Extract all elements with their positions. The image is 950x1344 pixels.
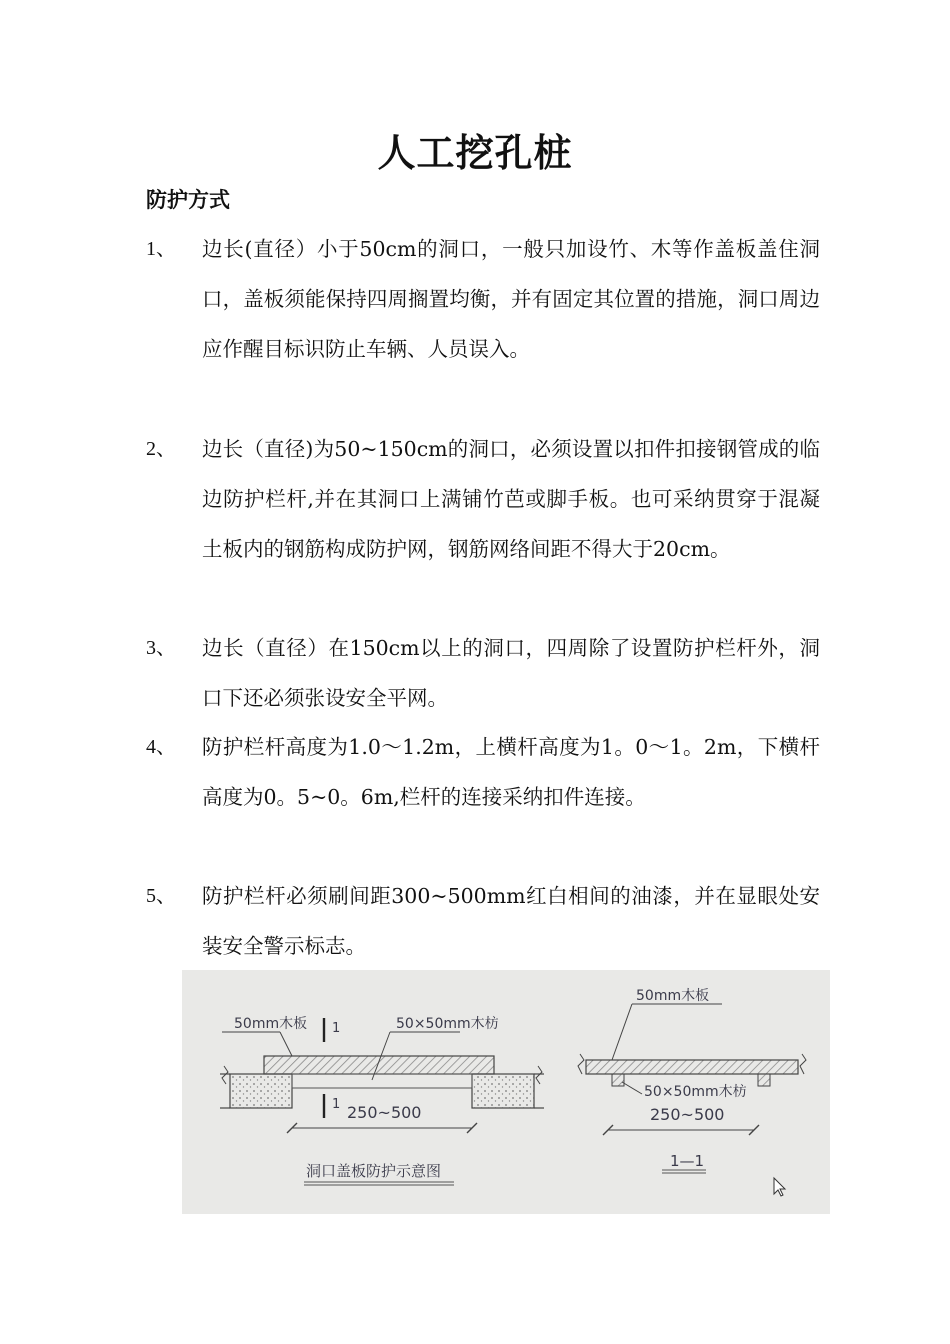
list-item-text: 防护栏杆必须刷间距300~500mm红白相间的油漆，并在显眼处安装安全警示标志。 <box>202 884 820 958</box>
dimension-label-section: 250~500 <box>650 1105 725 1124</box>
cover-board-section <box>586 1060 798 1074</box>
list-item-number: 2、 <box>146 438 176 460</box>
list-item-number: 1、 <box>146 238 176 260</box>
figure-caption: 洞口盖板防护示意图 <box>306 1162 442 1180</box>
section-drawing <box>578 987 806 1173</box>
cover-board <box>264 1056 494 1074</box>
page-title: 人工挖孔桩 <box>377 131 573 175</box>
concrete-slab-right <box>472 1074 534 1108</box>
list-item-number: 4、 <box>146 736 176 758</box>
list-item-text: 边长（直径)为50~150cm的洞口，必须设置以扣件扣接钢管成的临边防护栏杆,并在其洞口上满铺竹芭或脚手板。也可采纳贯穿于混凝土板内的钢筋构成防护网，钢筋网络间距不得大于20cm。 <box>202 437 820 561</box>
section-mark-label-bottom: 1 <box>332 1097 341 1112</box>
beam-label: 50×50mm木枋 <box>396 1016 499 1032</box>
board-label-section: 50mm木板 <box>636 988 710 1004</box>
list-item-number: 3、 <box>146 637 176 659</box>
list-item-text: 边长（直径）在150cm以上的洞口，四周除了设置防护栏杆外，洞口下还必须张设安全平网。 <box>202 636 820 710</box>
section-heading: 防护方式 <box>146 188 230 212</box>
dimension-label: 250~500 <box>347 1103 422 1122</box>
figure-drawing <box>182 970 830 1214</box>
figure-image <box>182 970 830 1214</box>
timber-beam-left <box>612 1074 624 1086</box>
timber-beam <box>292 1074 472 1088</box>
timber-beam-right <box>758 1074 770 1086</box>
board-label: 50mm木板 <box>234 1016 308 1032</box>
plan-drawing <box>220 1015 544 1185</box>
list-item-text: 防护栏杆高度为1.0～1.2m，上横杆高度为1。0～1。2m，下横杆高度为0。5~0。6m,栏杆的连接采纳扣件连接。 <box>202 735 820 809</box>
list-item-number: 5、 <box>146 885 176 907</box>
section-caption: 1—1 <box>670 1152 705 1170</box>
concrete-slab-left <box>230 1074 292 1108</box>
section-mark-label-top: 1 <box>332 1021 341 1036</box>
cursor-icon <box>774 1178 785 1196</box>
beam-label-section: 50×50mm木枋 <box>644 1084 747 1100</box>
list-item-text: 边长(直径）小于50cm的洞口，一般只加设竹、木等作盖板盖住洞口，盖板须能保持四周搁置均衡，并有固定其位置的措施，洞口周边应作醒目标识防止车辆、人员误入。 <box>202 237 820 361</box>
